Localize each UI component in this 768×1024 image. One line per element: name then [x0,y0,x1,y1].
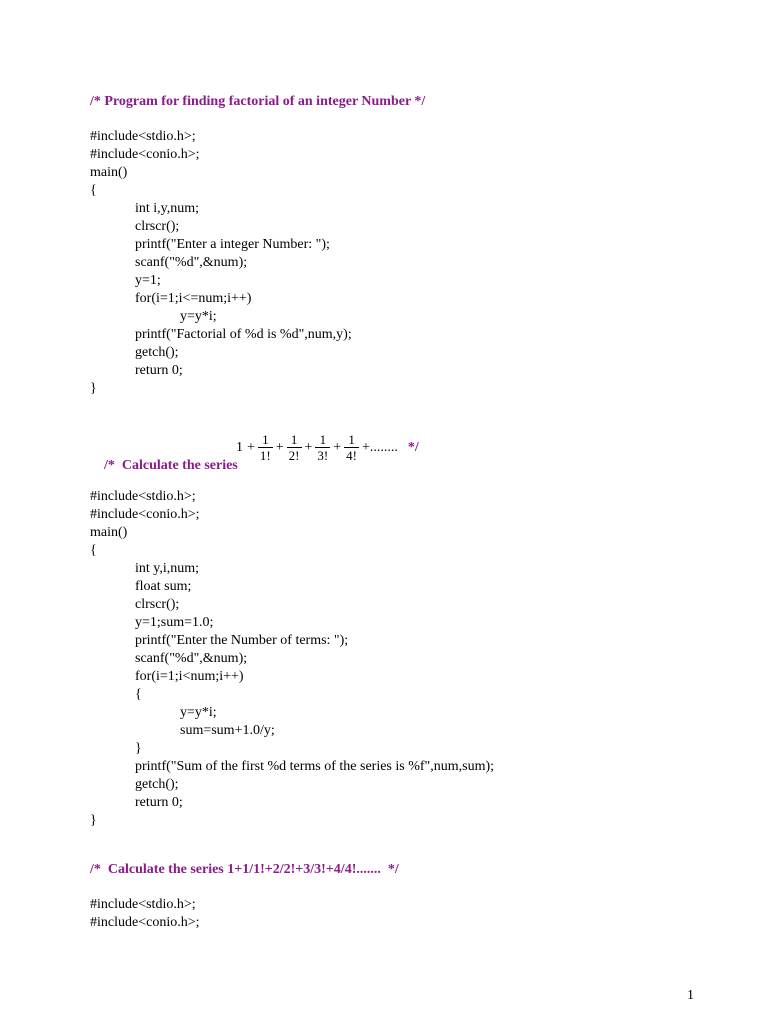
code-line: printf("Sum of the first %d terms of the series is %f",num,sum); [135,759,495,774]
formula-tail: +........ [362,439,398,455]
code-line: y=1; [135,273,161,288]
fraction-numerator: 1 [348,432,355,447]
section2-heading-prefix: /* Calculate the series [104,458,238,473]
code-line: #include<conio.h>; [90,507,200,522]
code-line: #include<conio.h>; [90,147,200,162]
formula-fraction [258,432,273,463]
section2-heading-suffix: */ [407,439,419,455]
fraction-numerator: 1 [262,432,269,447]
code-line: int y,i,num; [135,561,200,576]
code-line: y=y*i; [180,705,217,720]
fraction-denominator: 1! [259,448,271,463]
page-number: 1 [687,988,694,1003]
code-line: scanf("%d",&num); [135,651,248,666]
formula-fraction [344,432,359,463]
code-line: printf("Factorial of %d is %d",num,y); [135,327,352,342]
section2-code [90,488,494,830]
code-line: #include<conio.h>; [90,915,200,930]
series-formula [234,432,421,463]
code-line: { [135,687,142,702]
code-line: getch(); [135,777,179,792]
code-line: return 0; [135,795,183,810]
fraction-numerator: 1 [319,432,327,447]
code-line: sum=sum+1.0/y; [180,723,275,738]
formula-terms [245,432,360,463]
code-line: } [135,741,142,756]
formula-fraction [315,432,330,463]
fraction-denominator: 4! [346,448,357,463]
formula-plus: + [333,439,342,455]
fraction-denominator: 3! [317,448,329,463]
code-line: y=1;sum=1.0; [135,615,214,630]
code-line: clrscr(); [135,597,180,612]
code-line: } [90,381,97,396]
section3-heading: /* Calculate the series 1+1/1!+2/2!+3/3!+4/4!....... */ [90,862,399,877]
code-line: #include<stdio.h>; [90,897,196,912]
formula-lead: 1 [236,439,243,455]
code-line: { [90,543,97,558]
code-line: { [90,183,97,198]
code-line: return 0; [135,363,183,378]
code-line: for(i=1;i<=num;i++) [135,291,252,306]
code-line: } [90,813,97,828]
code-line: y=y*i; [180,309,217,324]
fraction-numerator: 1 [290,432,298,447]
section1-code [90,128,352,398]
code-line: main() [90,165,128,180]
code-line: printf("Enter the Number of terms: "); [135,633,349,648]
fraction-denominator: 2! [288,448,300,463]
code-line: main() [90,525,128,540]
code-line: float sum; [135,579,192,594]
code-line: scanf("%d",&num); [135,255,248,270]
section1-heading: /* Program for finding factorial of an integer Number */ [90,94,426,109]
code-line: for(i=1;i<num;i++) [135,669,244,684]
formula-plus: + [247,439,255,455]
code-line: #include<stdio.h>; [90,489,196,504]
formula-plus: + [304,439,313,455]
section3-code [90,896,200,932]
code-line: int i,y,num; [135,201,200,216]
formula-plus: + [275,439,284,455]
code-line: getch(); [135,345,179,360]
formula-fraction [287,432,302,463]
section2-heading [90,442,238,490]
code-line: clrscr(); [135,219,180,234]
code-line: printf("Enter a integer Number: "); [135,237,330,252]
code-line: #include<stdio.h>; [90,129,196,144]
